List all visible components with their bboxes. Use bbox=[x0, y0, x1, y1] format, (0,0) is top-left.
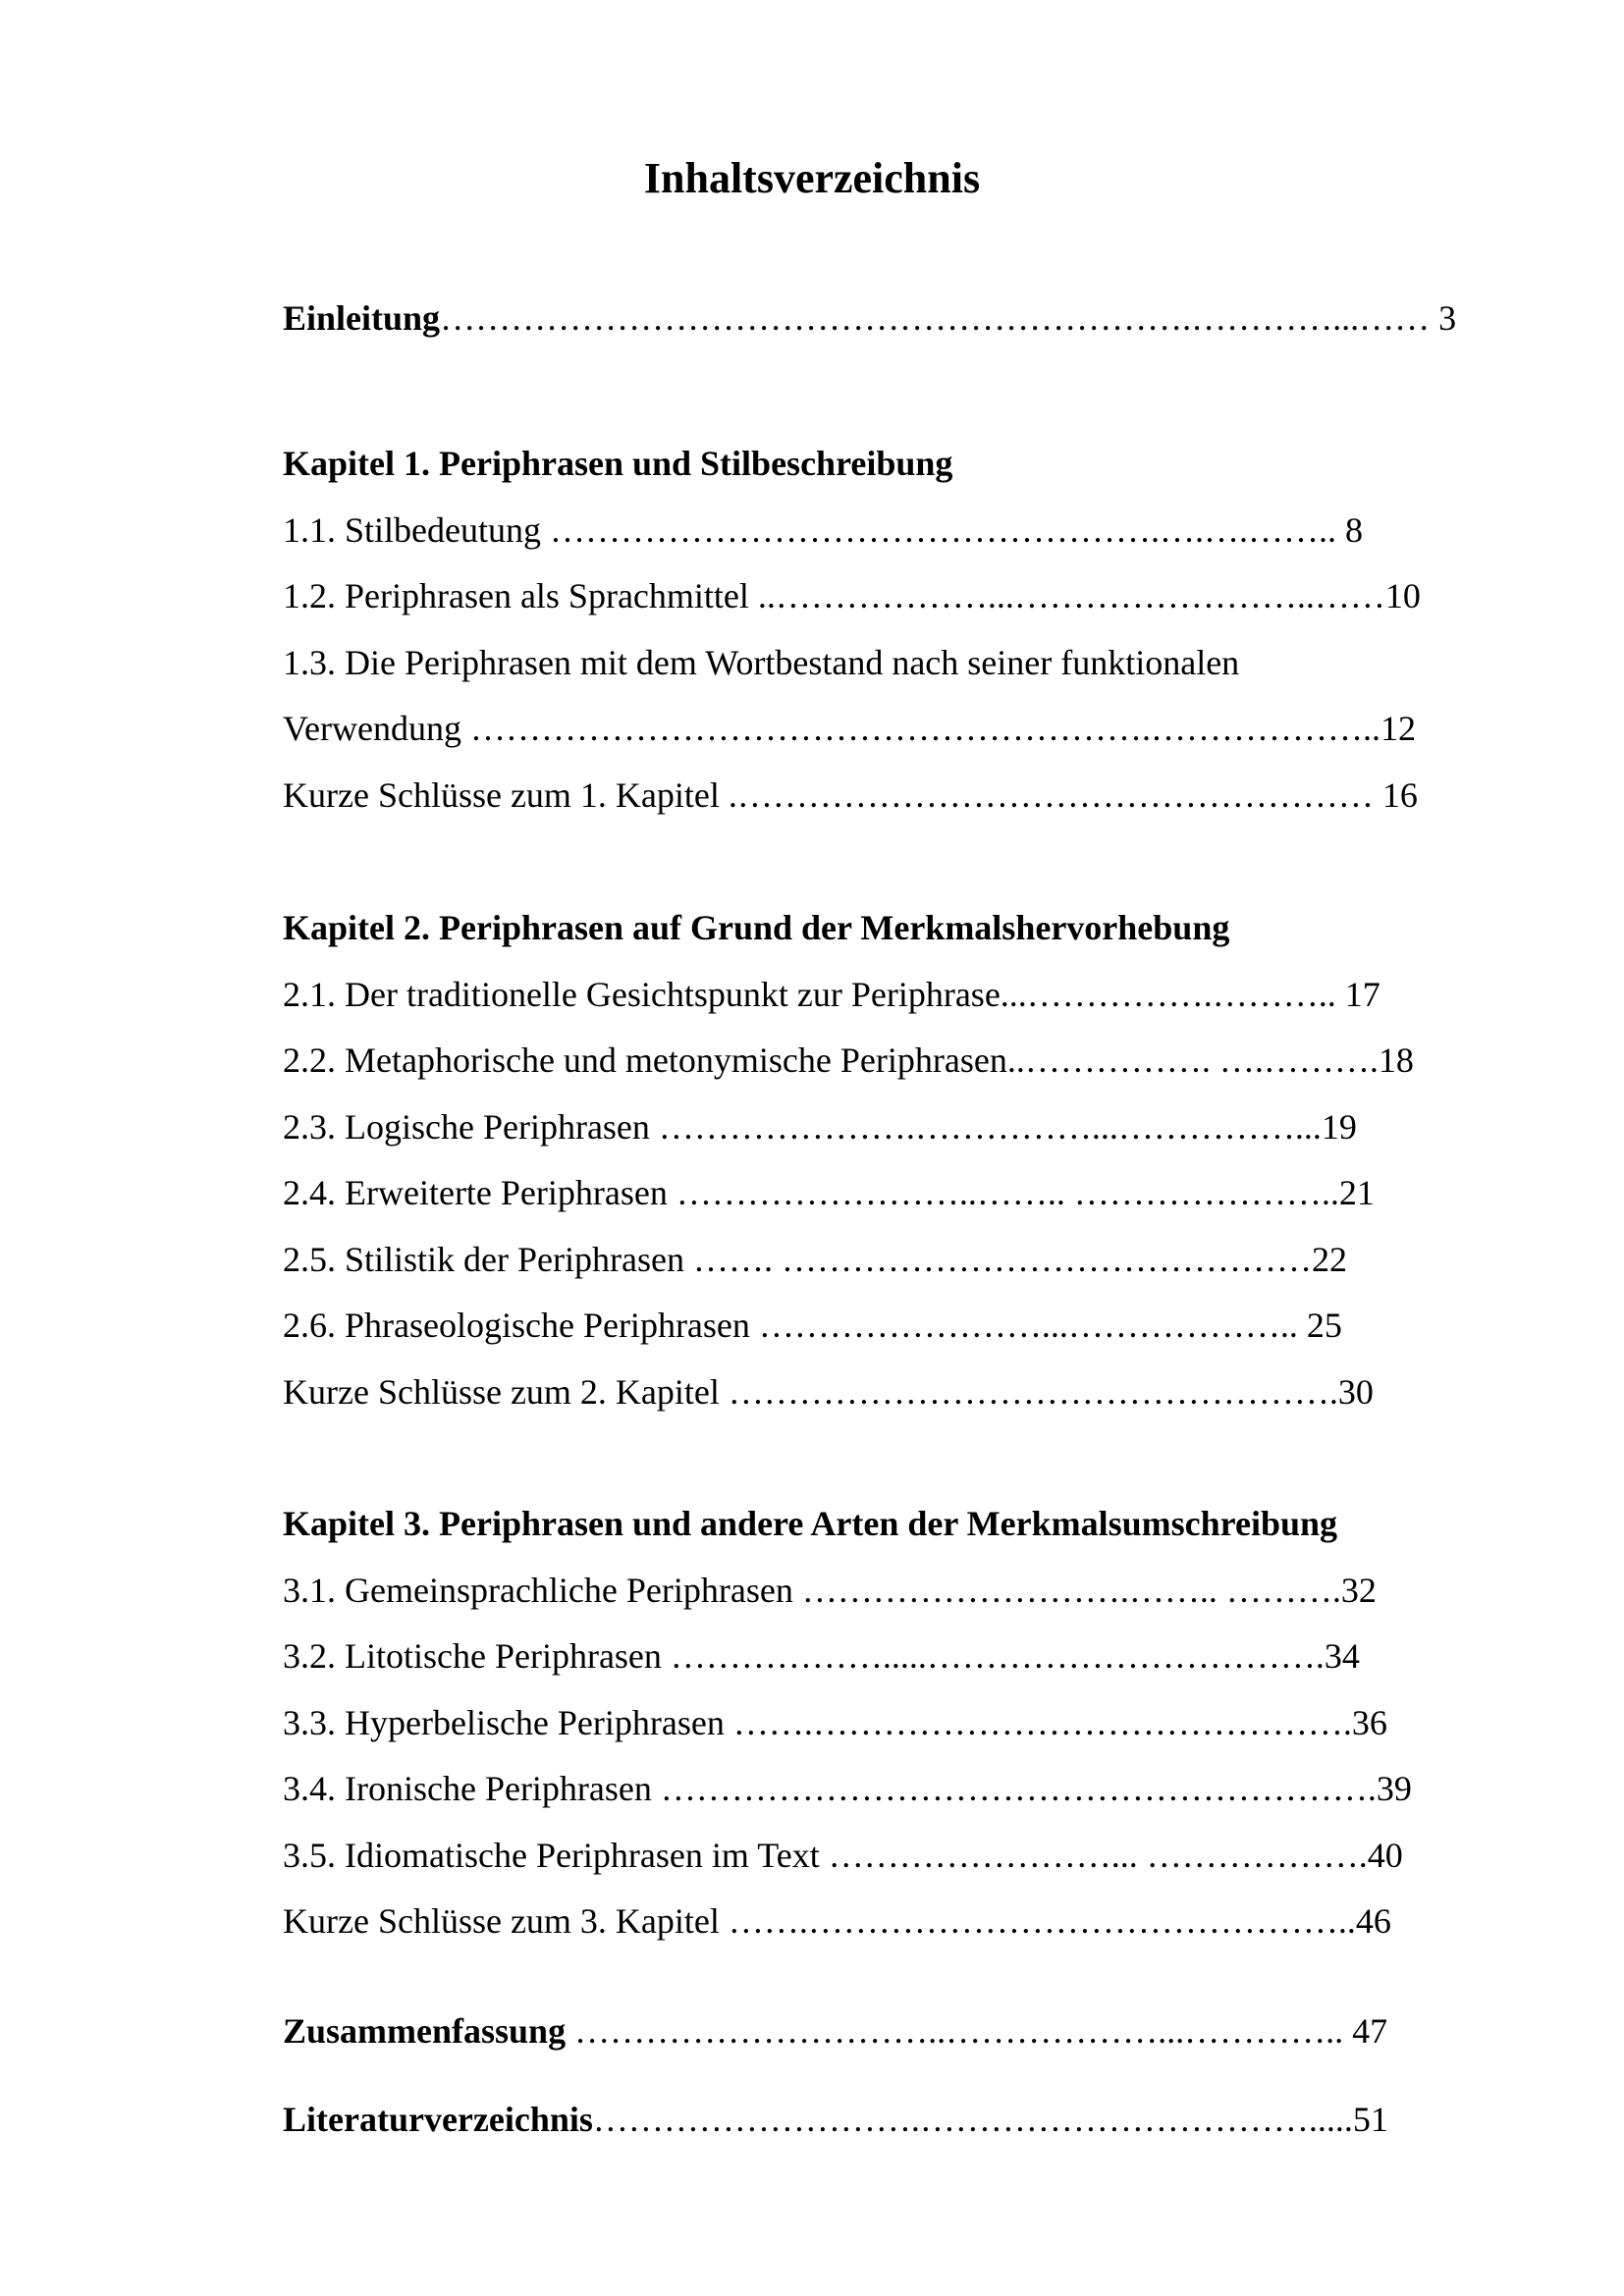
toc-entry-label: 2.1. Der traditionelle Gesichtspunkt zur Periphrase... bbox=[283, 975, 1027, 1014]
toc-entry-einleitung bbox=[283, 294, 1456, 343]
toc-entry-leader-page: ……………. ….……….18 bbox=[1024, 1041, 1414, 1080]
toc-entry-literaturverzeichnis bbox=[283, 2095, 1388, 2144]
toc-entry-leader-page: …………………………………………………….39 bbox=[660, 1769, 1412, 1808]
toc-entry-2-5 bbox=[283, 1235, 1347, 1284]
toc-entry-3-5 bbox=[283, 1831, 1403, 1880]
toc-entry-label: 3.3. Hyperbelische Periphrasen bbox=[283, 1703, 733, 1742]
toc-entry-leader-page: ………………….……………...……………...19 bbox=[658, 1107, 1357, 1147]
toc-entry-summary-1 bbox=[283, 771, 1418, 820]
toc-entry-label: Kurze Schlüsse zum 3. Kapitel bbox=[283, 1901, 729, 1941]
toc-entry-leader-page: ..………………...……………………..……10 bbox=[757, 576, 1421, 615]
toc-entry-leader-page: …….………………………………………..46 bbox=[728, 1901, 1391, 1941]
toc-entry-3-4 bbox=[283, 1764, 1412, 1813]
toc-entry-label: Kurze Schlüsse zum 1. Kapitel bbox=[283, 775, 729, 815]
toc-entry-1-2 bbox=[283, 571, 1421, 620]
toc-entry-leader-page: ……………………….…………………………….....51 bbox=[592, 2100, 1388, 2139]
toc-entry-1-1 bbox=[283, 506, 1363, 555]
toc-entry-label: 1.2. Periphrasen als Sprachmittel bbox=[283, 576, 758, 615]
page-title: Inhaltsverzeichnis bbox=[643, 154, 981, 202]
toc-entry-label: 2.5. Stilistik der Periphrasen bbox=[283, 1240, 693, 1279]
toc-entry-3-2 bbox=[283, 1631, 1360, 1681]
toc-entry-summary-2 bbox=[283, 1367, 1374, 1416]
toc-entry-leader-page: ……………….....…………………………….34 bbox=[670, 1636, 1360, 1676]
toc-entry-label: 3.5. Idiomatische Periphrasen im Text bbox=[283, 1836, 829, 1875]
toc-entry-leader-page: ……………………...……………….. 25 bbox=[758, 1306, 1342, 1345]
toc-entry-label: Verwendung bbox=[283, 709, 470, 748]
toc-entry-3-1 bbox=[283, 1566, 1377, 1615]
toc-entry-label: Einleitung bbox=[283, 298, 441, 338]
chapter-heading-2: Kapitel 2. Periphrasen auf Grund der Merkmalshervorhebung bbox=[283, 908, 1230, 947]
toc-entry-leader-page: …………….……….. 17 bbox=[1026, 975, 1380, 1014]
toc-entry-leader-page: ……………………………………………………….…………...…… 3 bbox=[440, 298, 1457, 338]
toc-entry-2-4 bbox=[283, 1168, 1375, 1217]
chapter-heading-3: Kapitel 3. Periphrasen und andere Arten der Merkmalsumschreibung bbox=[283, 1504, 1338, 1543]
toc-entry-label: Kurze Schlüsse zum 2. Kapitel bbox=[283, 1372, 729, 1412]
toc-entry-summary-3 bbox=[283, 1896, 1391, 1946]
toc-entry-2-3 bbox=[283, 1102, 1357, 1151]
toc-entry-1-3 bbox=[283, 638, 1239, 687]
toc-entry-label: 2.4. Erweiterte Periphrasen bbox=[283, 1173, 677, 1212]
toc-entry-label: 3.4. Ironische Periphrasen bbox=[283, 1769, 661, 1808]
toc-entry-label: 2.2. Metaphorische und metonymische Periphrasen.. bbox=[283, 1041, 1025, 1080]
toc-entry-leader-page: .……………………………………………… 16 bbox=[728, 775, 1418, 815]
chapter-heading-1: Kapitel 1. Periphrasen und Stilbeschreibung bbox=[283, 444, 953, 483]
toc-entry-leader-page: …………………………………………….….….…….. 8 bbox=[550, 510, 1363, 550]
toc-entry-leader-page: …….……………………………………….36 bbox=[732, 1703, 1387, 1742]
toc-entry-leader-page: ……………………….…….. ……….32 bbox=[801, 1571, 1377, 1610]
toc-entry-leader-page: ……. ………………………………………22 bbox=[692, 1240, 1347, 1279]
toc-entry-2-2 bbox=[283, 1036, 1414, 1085]
toc-entry-label: 3.1. Gemeinsprachliche Periphrasen bbox=[283, 1571, 802, 1610]
toc-entry-1-3-cont bbox=[283, 704, 1416, 753]
toc-entry-2-1 bbox=[283, 970, 1380, 1019]
toc-entry-zusammenfassung bbox=[283, 2006, 1387, 2056]
toc-entry-leader-page: …………………………..………………...………….. 47 bbox=[574, 2011, 1388, 2051]
toc-entry-leader-page: ……………………... ……………….40 bbox=[828, 1836, 1403, 1875]
toc-entry-label: 2.6. Phraseologische Periphrasen bbox=[283, 1306, 759, 1345]
toc-entry-label: 1.1. Stilbedeutung bbox=[283, 510, 550, 550]
toc-entry-2-6 bbox=[283, 1301, 1342, 1350]
toc-entry-label: Literaturverzeichnis bbox=[283, 2100, 593, 2139]
toc-entry-3-3 bbox=[283, 1698, 1387, 1747]
toc-entry-leader-page: ……………………..…….. …………………..21 bbox=[676, 1173, 1375, 1212]
toc-entry-label: 3.2. Litotische Periphrasen bbox=[283, 1636, 671, 1676]
toc-entry-leader-page: ………………………………………………….………………..12 bbox=[469, 709, 1416, 748]
toc-entry-leader-page: …………………………………………….30 bbox=[728, 1372, 1374, 1412]
toc-entry-label: 2.3. Logische Periphrasen bbox=[283, 1107, 659, 1147]
toc-entry-label: Zusammenfassung bbox=[283, 2011, 575, 2051]
toc-entry-label: 1.3. Die Periphrasen mit dem Wortbestand nach seiner funktionalen bbox=[283, 643, 1240, 682]
